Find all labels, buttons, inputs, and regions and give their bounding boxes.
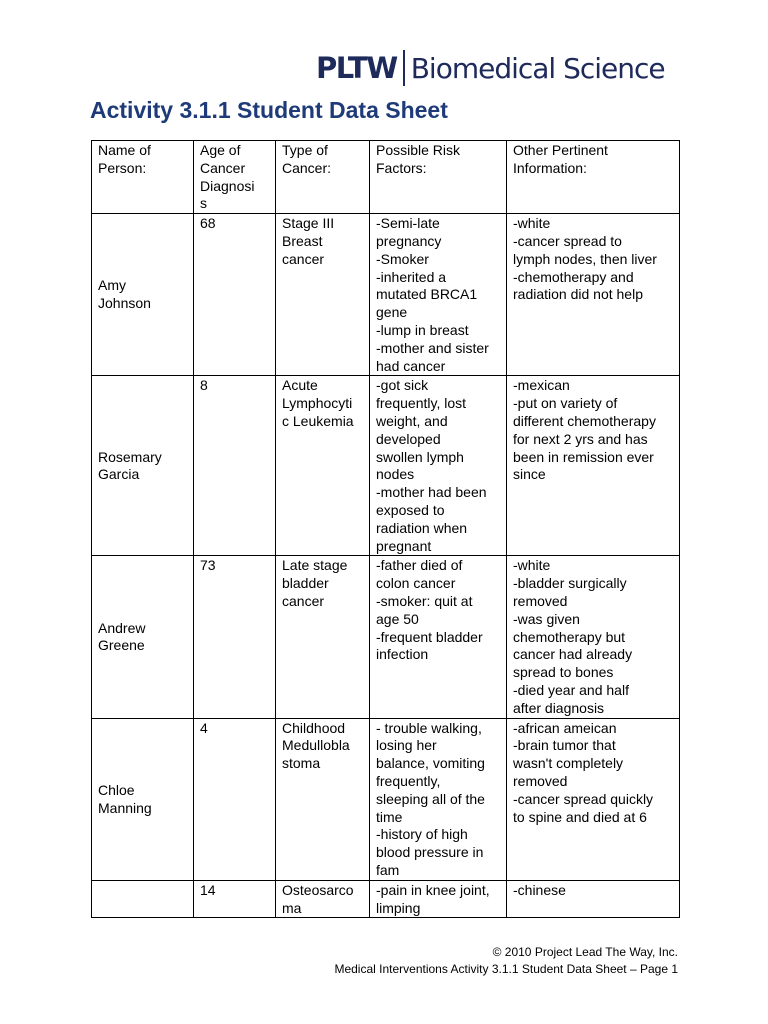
name-line: Rosemary <box>98 448 162 465</box>
risk-line: losing her <box>376 737 437 754</box>
type-line: cancer <box>282 250 325 267</box>
age-value: 68 <box>200 215 216 232</box>
age-value: 14 <box>200 881 216 898</box>
type-line: c Leukemia <box>282 412 354 429</box>
other-line: removed <box>513 772 568 789</box>
header-cell-other <box>507 141 680 214</box>
other-cell <box>507 556 680 718</box>
risk-line: pregnant <box>376 537 432 554</box>
risk-line: frequently, lost <box>376 395 467 412</box>
other-line: radiation did not help <box>513 286 643 303</box>
logo-subtitle: Biomedical Science <box>410 51 665 85</box>
risk-line: -pain in knee joint, <box>376 881 490 898</box>
header-cell-line: Information: <box>513 159 587 176</box>
risk-line: weight, and <box>376 412 448 429</box>
type-line: Stage III <box>282 215 335 232</box>
other-line: after diagnosis <box>513 699 605 716</box>
risk-line: -got sick <box>376 377 429 394</box>
age-cell <box>194 718 276 880</box>
pltw-logo <box>316 48 665 88</box>
type-line: ma <box>282 899 302 916</box>
other-line: -brain tumor that <box>513 737 616 754</box>
other-line: wasn't completely <box>513 755 624 772</box>
risk-line: -smoker: quit at <box>376 592 473 609</box>
header-cell-line: Person: <box>98 159 147 176</box>
type-line: cancer <box>282 592 325 609</box>
age-value: 8 <box>200 377 208 394</box>
risk-line: exposed to <box>376 501 445 518</box>
risk-cell <box>370 556 507 718</box>
name-cell <box>92 718 194 880</box>
other-line: -cancer spread quickly <box>513 790 654 807</box>
other-cell <box>507 880 680 918</box>
risk-line: swollen lymph <box>376 448 464 465</box>
header-cell-name <box>92 141 194 214</box>
table-row <box>92 214 680 376</box>
age-cell <box>194 214 276 376</box>
age-value: 4 <box>200 719 208 736</box>
other-cell <box>507 718 680 880</box>
header-cell-risk <box>370 141 507 214</box>
type-cell <box>276 718 370 880</box>
type-cell <box>276 376 370 556</box>
type-line: Osteosarco <box>282 881 354 898</box>
header-cell-line: Cancer <box>200 159 246 176</box>
type-line: Breast <box>282 232 323 249</box>
name-cell <box>92 880 194 918</box>
risk-cell <box>370 376 507 556</box>
other-line: cancer had already <box>513 646 633 663</box>
risk-line: -history of high <box>376 826 468 843</box>
risk-line: frequently, <box>376 772 441 789</box>
table-header-row <box>92 141 680 214</box>
footer-page-label: Medical Interventions Activity 3.1.1 Student Data Sheet – Page 1 <box>334 962 678 976</box>
header-cell-line: Factors: <box>376 159 427 176</box>
header-cell-type <box>276 141 370 214</box>
name-line: Garcia <box>98 466 140 483</box>
other-line: lymph nodes, then liver <box>513 250 657 267</box>
other-line: -white <box>513 215 551 232</box>
risk-line: -Semi-late <box>376 215 440 232</box>
risk-line: radiation when <box>376 519 468 536</box>
header-cell-line: s <box>200 195 207 212</box>
header-cell-line: Other Pertinent <box>513 142 608 158</box>
type-line: Late stage <box>282 557 348 574</box>
name-cell <box>92 214 194 376</box>
name-line: Manning <box>98 799 152 816</box>
header-cell-line: Possible Risk <box>376 142 461 158</box>
risk-line: balance, vomiting <box>376 755 485 772</box>
type-line: Medullobla <box>282 737 350 754</box>
risk-line: pregnancy <box>376 232 442 249</box>
risk-line: blood pressure in <box>376 844 484 861</box>
risk-line: fam <box>376 861 400 878</box>
name-line: Andrew <box>98 619 146 636</box>
risk-line: sleeping all of the <box>376 790 485 807</box>
other-line: chemotherapy but <box>513 628 626 645</box>
logo-divider <box>403 50 405 86</box>
type-line: Childhood <box>282 719 346 736</box>
other-line: -died year and half <box>513 681 629 698</box>
header-cell-age <box>194 141 276 214</box>
other-line: -african ameican <box>513 719 617 736</box>
page-title: Activity 3.1.1 Student Data Sheet <box>90 97 448 123</box>
other-line: since <box>513 466 546 483</box>
other-line: -mexican <box>513 377 570 394</box>
name-line: Amy <box>98 277 126 294</box>
table-row <box>92 880 680 918</box>
other-line: -white <box>513 557 551 574</box>
risk-line: infection <box>376 646 429 663</box>
risk-line: mutated BRCA1 <box>376 286 478 303</box>
risk-line: -mother had been <box>376 484 487 501</box>
type-cell <box>276 214 370 376</box>
risk-cell <box>370 718 507 880</box>
name-line: Johnson <box>98 295 151 312</box>
risk-line: age 50 <box>376 610 419 627</box>
risk-line: - trouble walking, <box>376 719 482 736</box>
type-line: stoma <box>282 755 321 772</box>
header-cell-line: Type of <box>282 142 328 158</box>
type-cell <box>276 556 370 718</box>
footer-copyright: © 2010 Project Lead The Way, Inc. <box>492 945 678 959</box>
logo-brand: PLTW <box>316 51 397 85</box>
risk-line: -mother and sister <box>376 339 489 356</box>
other-line: different chemotherapy <box>513 412 656 429</box>
risk-line: -inherited a <box>376 268 447 285</box>
table-row <box>92 718 680 880</box>
name-line: Chloe <box>98 781 135 798</box>
risk-line: -father died of <box>376 557 463 574</box>
age-cell <box>194 556 276 718</box>
risk-line: -Smoker <box>376 250 429 267</box>
other-line: -bladder surgically <box>513 575 627 592</box>
risk-line: had cancer <box>376 357 446 374</box>
other-line: -put on variety of <box>513 395 618 412</box>
name-cell <box>92 376 194 556</box>
data-table <box>91 140 680 918</box>
table-row <box>92 556 680 718</box>
other-cell <box>507 376 680 556</box>
other-cell <box>507 214 680 376</box>
risk-cell <box>370 880 507 918</box>
type-line: bladder <box>282 575 329 592</box>
risk-line: time <box>376 808 403 825</box>
type-line: Lymphocyti <box>282 395 353 412</box>
name-line: Greene <box>98 637 145 654</box>
other-line: -was given <box>513 610 580 627</box>
age-cell <box>194 880 276 918</box>
risk-line: gene <box>376 304 408 321</box>
type-line: Acute <box>282 377 318 394</box>
other-line: to spine and died at 6 <box>513 808 647 825</box>
risk-line: limping <box>376 899 421 916</box>
age-value: 73 <box>200 557 216 574</box>
name-cell <box>92 556 194 718</box>
risk-line: nodes <box>376 466 415 483</box>
other-line: -cancer spread to <box>513 232 622 249</box>
header-cell-line: Diagnosi <box>200 177 255 194</box>
header-cell-line: Cancer: <box>282 159 332 176</box>
other-line: -chinese <box>513 881 566 898</box>
risk-line: -frequent bladder <box>376 628 483 645</box>
other-line: spread to bones <box>513 664 614 681</box>
other-line: removed <box>513 592 568 609</box>
other-line: -chemotherapy and <box>513 268 634 285</box>
other-line: for next 2 yrs and has <box>513 430 648 447</box>
risk-line: developed <box>376 430 441 447</box>
risk-line: colon cancer <box>376 575 456 592</box>
age-cell <box>194 376 276 556</box>
risk-line: -lump in breast <box>376 321 469 338</box>
risk-cell <box>370 214 507 376</box>
other-line: been in remission ever <box>513 448 654 465</box>
type-cell <box>276 880 370 918</box>
header-cell-line: Name of <box>98 142 151 158</box>
table-row <box>92 376 680 556</box>
header-cell-line: Age of <box>200 142 241 158</box>
